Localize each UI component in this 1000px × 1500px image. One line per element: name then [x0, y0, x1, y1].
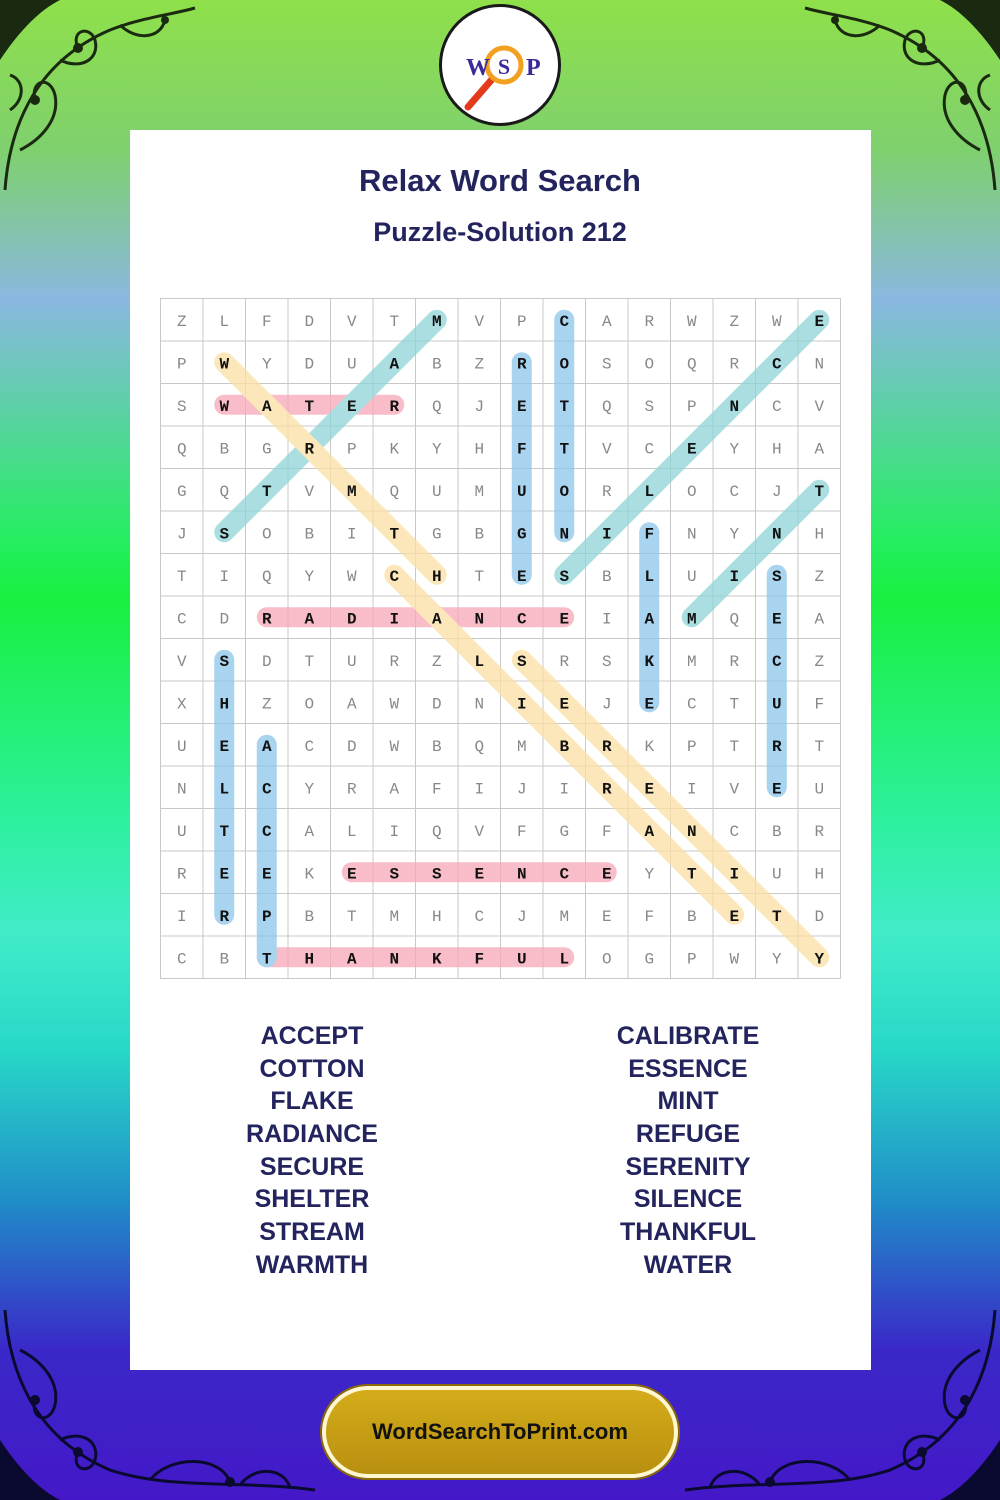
grid-letter: R — [729, 355, 740, 374]
grid-letter: L — [644, 482, 655, 501]
grid-letter: T — [304, 397, 315, 416]
grid-letter: A — [261, 737, 272, 756]
grid-letter: R — [729, 652, 740, 671]
grid-letter: E — [219, 865, 230, 884]
grid-letter: B — [219, 950, 230, 969]
grid-letter: G — [559, 822, 570, 841]
grid-letter: V — [729, 780, 740, 799]
grid-letter: F — [516, 822, 527, 841]
grid-letter: T — [559, 440, 570, 459]
grid-letter: A — [814, 440, 825, 459]
grid-letter: Y — [261, 355, 272, 374]
grid-letter: O — [304, 695, 315, 714]
grid-letter: C — [771, 397, 782, 416]
grid-letter: P — [686, 397, 697, 416]
grid-letter: H — [431, 567, 442, 586]
grid-letter: R — [176, 865, 187, 884]
grid-letter: A — [389, 780, 400, 799]
grid-letter: E — [729, 907, 740, 926]
grid-letter: C — [729, 822, 740, 841]
grid-letter: S — [431, 865, 442, 884]
grid-letter: C — [771, 355, 782, 374]
grid-letter: I — [729, 567, 740, 586]
grid-letter: S — [559, 567, 570, 586]
grid-letter: A — [261, 397, 272, 416]
grid-letter: E — [559, 695, 570, 714]
grid-letter: W — [729, 950, 740, 969]
grid-letter: B — [559, 737, 570, 756]
grid-letter: T — [729, 695, 740, 714]
grid-letter: N — [814, 355, 825, 374]
grid-letter: R — [814, 822, 825, 841]
grid-letter: L — [346, 822, 357, 841]
grid-letter: K — [431, 950, 442, 969]
grid-letter: G — [644, 950, 655, 969]
word-list-item: COTTON — [259, 1054, 365, 1083]
grid-letter: A — [304, 822, 315, 841]
grid-letter: I — [686, 780, 697, 799]
site-link-button[interactable]: WordSearchToPrint.com — [322, 1386, 678, 1478]
page-subtitle: Puzzle-Solution 212 — [373, 217, 627, 247]
grid-letter: V — [304, 482, 315, 501]
grid-letter: T — [219, 822, 230, 841]
grid-letter: H — [431, 907, 442, 926]
grid-letter: D — [814, 907, 825, 926]
grid-letter: B — [304, 907, 315, 926]
grid-letter: N — [474, 695, 485, 714]
grid-letter: E — [601, 907, 612, 926]
grid-letter: E — [516, 397, 527, 416]
grid-letter: J — [601, 695, 612, 714]
grid-letter: H — [219, 695, 230, 714]
grid-letter: R — [601, 780, 612, 799]
grid-letter: E — [686, 440, 697, 459]
grid-letter: T — [261, 482, 272, 501]
grid-letter: F — [261, 312, 272, 331]
grid-letter: I — [601, 610, 612, 629]
grid-letter: M — [389, 907, 400, 926]
grid-letter: I — [346, 525, 357, 544]
grid-letter: B — [474, 525, 485, 544]
grid-letter: W — [771, 312, 782, 331]
grid-letter: B — [601, 567, 612, 586]
grid-letter: A — [346, 950, 357, 969]
grid-letter: H — [474, 440, 485, 459]
grid-letter: D — [261, 652, 272, 671]
grid-letter: R — [771, 737, 782, 756]
grid-letter: S — [601, 652, 612, 671]
grid-letter: C — [729, 482, 740, 501]
grid-letter: C — [559, 865, 570, 884]
grid-letter: F — [516, 440, 527, 459]
grid-letter: M — [686, 652, 697, 671]
grid-letter: N — [559, 525, 570, 544]
word-list-item: THANKFUL — [619, 1218, 757, 1247]
grid-letter: Z — [261, 695, 272, 714]
grid-letter: R — [346, 780, 357, 799]
grid-letter: H — [814, 525, 825, 544]
grid-letter: U — [346, 355, 357, 374]
grid-letter: E — [601, 865, 612, 884]
grid-letter: B — [431, 355, 442, 374]
grid-letter: G — [516, 525, 527, 544]
grid-letter: R — [219, 907, 230, 926]
grid-letter: S — [389, 865, 400, 884]
grid-letter: D — [431, 695, 442, 714]
grid-letter: T — [814, 482, 825, 501]
grid-letter: I — [389, 822, 400, 841]
grid-letter: F — [644, 525, 655, 544]
grid-letter: N — [771, 525, 782, 544]
grid-letter: I — [559, 780, 570, 799]
grid-letter: C — [516, 610, 527, 629]
grid-letter: O — [559, 482, 570, 501]
grid-letter: B — [304, 525, 315, 544]
grid-letter: Q — [431, 822, 442, 841]
grid-letter: U — [516, 950, 527, 969]
grid-letter: C — [176, 610, 187, 629]
site-logo[interactable] — [439, 4, 561, 126]
grid-letter: R — [601, 737, 612, 756]
grid-letter: L — [219, 780, 230, 799]
word-list-item: RADIANCE — [246, 1120, 378, 1149]
grid-letter: A — [644, 822, 655, 841]
grid-letter: U — [516, 482, 527, 501]
word-list-item: STREAM — [259, 1218, 365, 1247]
grid-letter: K — [644, 737, 655, 756]
grid-letter: U — [771, 865, 782, 884]
grid-letter: I — [176, 907, 187, 926]
grid-letter: I — [601, 525, 612, 544]
grid-letter: C — [261, 822, 272, 841]
grid-letter: R — [389, 397, 400, 416]
grid-letter: Q — [219, 482, 230, 501]
logo-letter-s: S — [497, 54, 511, 79]
grid-letter: G — [431, 525, 442, 544]
grid-letter: D — [346, 737, 357, 756]
grid-letter: U — [176, 822, 187, 841]
grid-letter: E — [516, 567, 527, 586]
grid-letter: R — [644, 312, 655, 331]
grid-letter: T — [176, 567, 187, 586]
grid-letter: Y — [304, 567, 315, 586]
grid-letter: P — [686, 950, 697, 969]
grid-letter: L — [474, 652, 485, 671]
grid-letter: H — [814, 865, 825, 884]
grid-letter: W — [219, 397, 230, 416]
grid-letter: U — [176, 737, 187, 756]
grid-letter: T — [686, 865, 697, 884]
grid-letter: V — [474, 822, 485, 841]
grid-letter: M — [346, 482, 357, 501]
word-list-item: FLAKE — [270, 1087, 354, 1116]
grid-letter: T — [389, 525, 400, 544]
grid-letter: R — [389, 652, 400, 671]
grid-letter: R — [601, 482, 612, 501]
grid-letter: E — [219, 737, 230, 756]
grid-letter: I — [516, 695, 527, 714]
grid-letter: E — [474, 865, 485, 884]
grid-letter: I — [389, 610, 400, 629]
grid-letter: K — [304, 865, 315, 884]
grid-letter: N — [729, 397, 740, 416]
grid-letter: J — [771, 482, 782, 501]
grid-letter: Z — [474, 355, 485, 374]
grid-letter: S — [516, 652, 527, 671]
grid-letter: P — [516, 312, 527, 331]
grid-letter: V — [814, 397, 825, 416]
grid-letter: F — [431, 780, 442, 799]
grid-letter: E — [644, 780, 655, 799]
grid-letter: A — [814, 610, 825, 629]
grid-letter: H — [771, 440, 782, 459]
grid-letter: Y — [644, 865, 655, 884]
grid-letter: L — [219, 312, 230, 331]
word-list-item: REFUGE — [635, 1120, 741, 1149]
grid-letter: A — [304, 610, 315, 629]
grid-letter: I — [474, 780, 485, 799]
grid-letter: Q — [431, 397, 442, 416]
word-list-item: WATER — [643, 1250, 733, 1279]
grid-letter: S — [176, 397, 187, 416]
grid-letter: X — [176, 695, 187, 714]
grid-letter: M — [474, 482, 485, 501]
logo-letter-w: W — [466, 55, 490, 81]
grid-letter: D — [304, 355, 315, 374]
word-list-item: MINT — [657, 1087, 719, 1116]
grid-letter: Z — [176, 312, 187, 331]
grid-letter: V — [176, 652, 187, 671]
grid-letter: T — [346, 907, 357, 926]
grid-letter: U — [346, 652, 357, 671]
grid-letter: H — [304, 950, 315, 969]
grid-letter: Y — [729, 440, 740, 459]
grid-letter: B — [771, 822, 782, 841]
grid-letter: T — [474, 567, 485, 586]
grid-letter: T — [261, 950, 272, 969]
grid-letter: Q — [686, 355, 697, 374]
grid-letter: F — [474, 950, 485, 969]
grid-letter: Z — [431, 652, 442, 671]
grid-letter: C — [261, 780, 272, 799]
grid-letter: J — [176, 525, 187, 544]
grid-letter: N — [176, 780, 187, 799]
grid-letter: I — [729, 865, 740, 884]
word-search-grid — [160, 298, 841, 979]
grid-letter: E — [644, 695, 655, 714]
grid-letter: W — [389, 695, 400, 714]
grid-letter: A — [601, 312, 612, 331]
grid-letter: S — [771, 567, 782, 586]
grid-letter: P — [261, 907, 272, 926]
grid-letter: V — [601, 440, 612, 459]
grid-letter: S — [644, 397, 655, 416]
grid-letter: S — [219, 652, 230, 671]
grid-letter: U — [771, 695, 782, 714]
grid-letter: Y — [431, 440, 442, 459]
magnifier-handle-icon — [468, 77, 494, 107]
grid-letter: N — [389, 950, 400, 969]
grid-letter: J — [474, 397, 485, 416]
grid-letter: Z — [814, 652, 825, 671]
grid-letter: W — [346, 567, 357, 586]
grid-letter: C — [771, 652, 782, 671]
word-list-left — [162, 1020, 462, 1282]
grid-letter: Z — [814, 567, 825, 586]
grid-letter: L — [559, 950, 570, 969]
grid-letter: M — [516, 737, 527, 756]
grid-letter: B — [219, 440, 230, 459]
grid-letter: M — [559, 907, 570, 926]
grid-letter: A — [346, 695, 357, 714]
grid-letter: E — [814, 312, 825, 331]
grid-letter: R — [559, 652, 570, 671]
grid-letter: T — [729, 737, 740, 756]
grid-letter: C — [304, 737, 315, 756]
grid-letter: P — [176, 355, 187, 374]
grid-letter: D — [346, 610, 357, 629]
grid-letter: W — [686, 312, 697, 331]
word-list-item: SERENITY — [625, 1152, 751, 1181]
grid-letter: N — [686, 525, 697, 544]
grid-letter: G — [176, 482, 187, 501]
grid-letter: O — [644, 355, 655, 374]
grid-letter: U — [686, 567, 697, 586]
grid-letter: T — [559, 397, 570, 416]
grid-letter: O — [559, 355, 570, 374]
grid-letter: I — [219, 567, 230, 586]
grid-letter: C — [686, 695, 697, 714]
grid-letter: E — [346, 397, 357, 416]
grid-letter: C — [389, 567, 400, 586]
grid-letter: Q — [601, 397, 612, 416]
grid-letter: D — [304, 312, 315, 331]
grid-letter: V — [346, 312, 357, 331]
grid-letter: E — [771, 780, 782, 799]
word-list-item: SECURE — [259, 1152, 365, 1181]
grid-letter: E — [771, 610, 782, 629]
grid-letter: T — [304, 652, 315, 671]
grid-letter: A — [389, 355, 400, 374]
grid-letter: Z — [729, 312, 740, 331]
grid-letter: M — [431, 312, 442, 331]
grid-letter: C — [474, 907, 485, 926]
grid-letter: A — [644, 610, 655, 629]
grid-letter: R — [261, 610, 272, 629]
word-list-item: SHELTER — [254, 1185, 370, 1214]
word-list-item: ACCEPT — [260, 1022, 364, 1050]
grid-letter: N — [474, 610, 485, 629]
grid-letter: G — [261, 440, 272, 459]
word-list-item: ESSENCE — [628, 1054, 748, 1083]
grid-letter: F — [601, 822, 612, 841]
grid-letter: F — [644, 907, 655, 926]
grid-letter: B — [686, 907, 697, 926]
logo-letter-p: P — [526, 55, 541, 81]
grid-letter: F — [814, 695, 825, 714]
grid-letter: Q — [729, 610, 740, 629]
grid-letter: O — [261, 525, 272, 544]
page-title: Relax Word Search — [359, 163, 641, 198]
grid-letter: D — [219, 610, 230, 629]
word-list-right — [538, 1020, 838, 1282]
grid-letter: E — [559, 610, 570, 629]
grid-letter: Q — [474, 737, 485, 756]
grid-letter: C — [644, 440, 655, 459]
grid-letter: Y — [729, 525, 740, 544]
grid-letter: U — [814, 780, 825, 799]
grid-letter: T — [814, 737, 825, 756]
word-list-item: WARMTH — [255, 1250, 369, 1279]
grid-letter: Q — [261, 567, 272, 586]
grid-letter: C — [559, 312, 570, 331]
grid-letter: R — [516, 355, 527, 374]
grid-letter: W — [219, 355, 230, 374]
grid-letter: Y — [814, 950, 825, 969]
grid-letter: K — [644, 652, 655, 671]
grid-letter: Y — [304, 780, 315, 799]
grid-letter: R — [304, 440, 315, 459]
grid-letter: A — [431, 610, 442, 629]
grid-letter: N — [686, 822, 697, 841]
grid-letter: S — [601, 355, 612, 374]
grid-letter: W — [389, 737, 400, 756]
grid-letter: P — [346, 440, 357, 459]
grid-letter: Q — [176, 440, 187, 459]
grid-letter: L — [644, 567, 655, 586]
grid-letter: O — [601, 950, 612, 969]
grid-letter: B — [431, 737, 442, 756]
grid-letter: J — [516, 780, 527, 799]
grid-letter: P — [686, 737, 697, 756]
grid-letter: V — [474, 312, 485, 331]
grid-letter: N — [516, 865, 527, 884]
grid-letter: K — [389, 440, 400, 459]
grid-letter: S — [219, 525, 230, 544]
grid-letter: M — [686, 610, 697, 629]
grid-letter: C — [176, 950, 187, 969]
grid-letter: Y — [771, 950, 782, 969]
grid-letter: Q — [389, 482, 400, 501]
word-list-item: SILENCE — [633, 1185, 743, 1214]
grid-letter: T — [389, 312, 400, 331]
grid-letter: O — [686, 482, 697, 501]
grid-letter: E — [346, 865, 357, 884]
grid-letter: U — [431, 482, 442, 501]
grid-letter: J — [516, 907, 527, 926]
word-list-item: CALIBRATE — [616, 1022, 760, 1050]
grid-letter: T — [771, 907, 782, 926]
grid-letter: E — [261, 865, 272, 884]
